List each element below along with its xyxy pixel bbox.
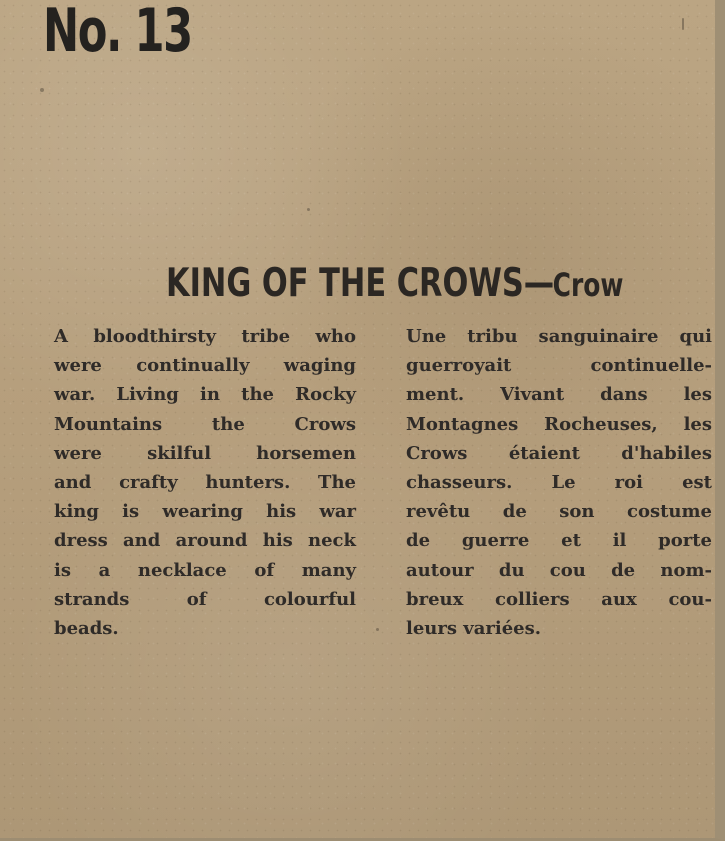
english-line: war. Living in the Rocky xyxy=(54,384,356,406)
english-line: beads. xyxy=(54,618,119,640)
english-line: is a necklace of many xyxy=(54,559,356,581)
french-line: revêtu de son costume xyxy=(406,501,712,523)
title-tribe: Crow xyxy=(552,266,624,304)
french-description xyxy=(406,322,712,643)
paper-mark xyxy=(376,628,379,631)
title-dash: — xyxy=(523,261,555,306)
french-line: ment. Vivant dans les xyxy=(406,384,712,406)
french-line: guerroyait continuelle- xyxy=(406,355,712,377)
french-line: autour du cou de nom- xyxy=(406,559,712,581)
french-line: Crows étaient d'habiles xyxy=(406,442,712,464)
english-description xyxy=(54,322,356,643)
english-line: and crafty hunters. The xyxy=(54,472,356,494)
card-title xyxy=(166,261,624,306)
english-line: were skilful horsemen xyxy=(54,442,356,464)
french-line: Une tribu sanguinaire qui xyxy=(406,326,712,347)
card-number: No. 13 xyxy=(43,0,192,66)
french-line: Montagnes Rocheuses, les xyxy=(406,413,712,435)
english-line: king is wearing his war xyxy=(54,501,356,523)
english-line: were continually waging xyxy=(54,355,356,377)
french-line: chasseurs. Le roi est xyxy=(406,472,712,494)
french-line: de guerre et il porte xyxy=(406,530,712,552)
title-main: KING OF THE CROWS xyxy=(166,261,524,306)
paper-mark xyxy=(682,18,684,30)
english-line: A bloodthirsty tribe who xyxy=(54,326,356,347)
english-line: dress and around his neck xyxy=(54,530,356,552)
english-line: Mountains the Crows xyxy=(54,413,356,435)
english-line: strands of colourful xyxy=(54,588,356,610)
french-line: leurs variées. xyxy=(406,618,542,640)
paper-mark xyxy=(307,208,310,211)
paper-mark xyxy=(40,88,44,92)
french-line: breux colliers aux cou- xyxy=(406,588,712,610)
